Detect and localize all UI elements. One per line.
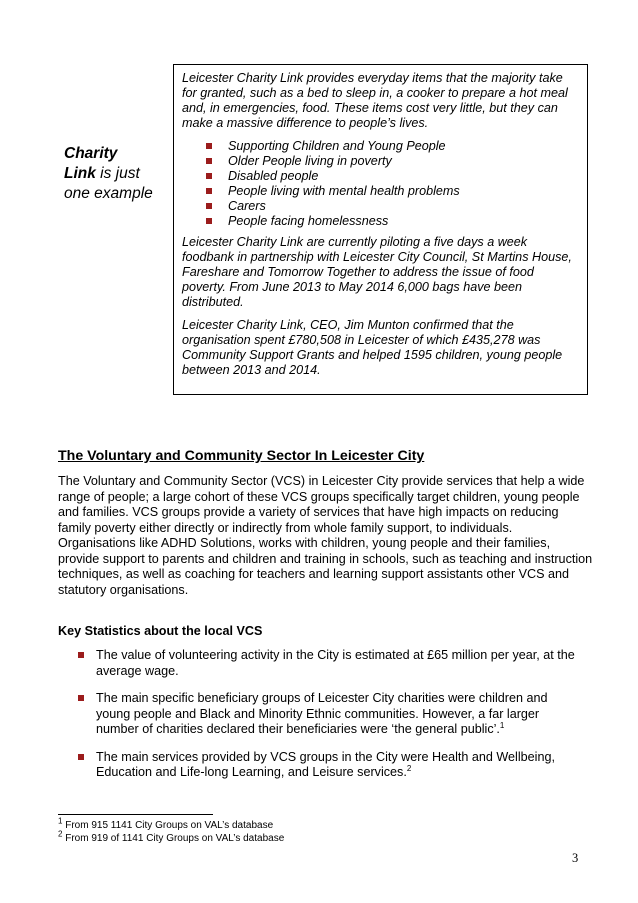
box-list (182, 139, 579, 229)
sidebar-quote (64, 144, 164, 204)
footnote: $^1$ From 915 1141 City Groups on VAL’s database (58, 816, 274, 831)
key-stats-heading: Key Statistics about the local VCS (58, 624, 263, 638)
key-stats-list (58, 648, 578, 793)
square-bullet-icon (206, 173, 212, 179)
square-bullet-icon (206, 218, 212, 224)
square-bullet-icon (78, 652, 84, 658)
square-bullet-icon (78, 695, 84, 701)
quote-strong-link: Link (64, 165, 96, 182)
box-ceo-paragraph: Leicester Charity Link, CEO, Jim Munton confirmed that the organisation spent £780,508 in Leicester of which £435,278 was Community Support Grants and helped 1595 children, young people between 2013 and 2014. (182, 318, 563, 377)
footnotes (58, 816, 285, 845)
square-bullet-icon (206, 188, 212, 194)
list-item: People facing homelessness (206, 214, 579, 229)
square-bullet-icon (206, 158, 212, 164)
square-bullet-icon (206, 143, 212, 149)
list-item: Older People living in poverty (206, 154, 579, 169)
list-item: Carers (206, 199, 579, 214)
list-item: Disabled people (206, 169, 579, 184)
list-item: The value of volunteering activity in the City is estimated at £65 million per year, at the average wage. (58, 648, 578, 679)
footnote-ref: 1 (499, 720, 505, 730)
section-heading: The Voluntary and Community Sector In Leicester City (58, 448, 425, 464)
section-paragraph: The Voluntary and Community Sector (VCS) in Leicester City provide services that help a wide range of people; a large cohort of these VCS groups specifically target children, young people and families. VCS groups provide a variety of services that have high impacts on reducing family poverty either directly or indirectly from whole family support, to individuals. Organisations like ADHD Solutions, works with children, young people and their families, provide support to parents and children and training in schools, such as teaching and instruction techniques, as well as coaching for teachers and learning support assistants other VCS and statutory organisations. (58, 474, 593, 597)
square-bullet-icon (78, 754, 84, 760)
page-number: 3 (572, 851, 579, 865)
box-intro: Leicester Charity Link provides everyday items that the majority take for granted, such as a bed to sleep in, a cooker to prepare a hot meal and, in emergencies, food. These items cost very little, but they can make a massive difference to people’s lives. (182, 71, 568, 130)
footnote-divider (58, 814, 213, 815)
quote-rest: is just one example (64, 165, 153, 202)
quote-strong-charity: Charity (64, 145, 118, 162)
box-foodbank-paragraph: Leicester Charity Link are currently piloting a five days a week foodbank in partnership with Leicester City Council, St Martins House, Fareshare and Tomorrow Together to address the issue of food poverty. From June 2013 to May 2014 6,000 bags have been distributed. (182, 235, 572, 309)
square-bullet-icon (206, 203, 212, 209)
charity-link-box (173, 64, 588, 395)
list-item: Supporting Children and Young People (206, 139, 579, 154)
footnote-ref: 2 (406, 763, 412, 773)
footnote: $^2$ From 919 of 1141 City Groups on VAL’s database (58, 829, 285, 844)
list-item: People living with mental health problems (206, 184, 579, 199)
list-item: The main services provided by VCS groups in the City were Health and Wellbeing, Education and Life-long Learning, and Leisure services.$^2$ (58, 750, 578, 781)
list-item: The main specific beneficiary groups of Leicester City charities were children and young people and Black and Minority Ethnic communities. However, a far larger number of charities declared their beneficiaries were ‘the general public’.$^1$ (58, 691, 578, 738)
